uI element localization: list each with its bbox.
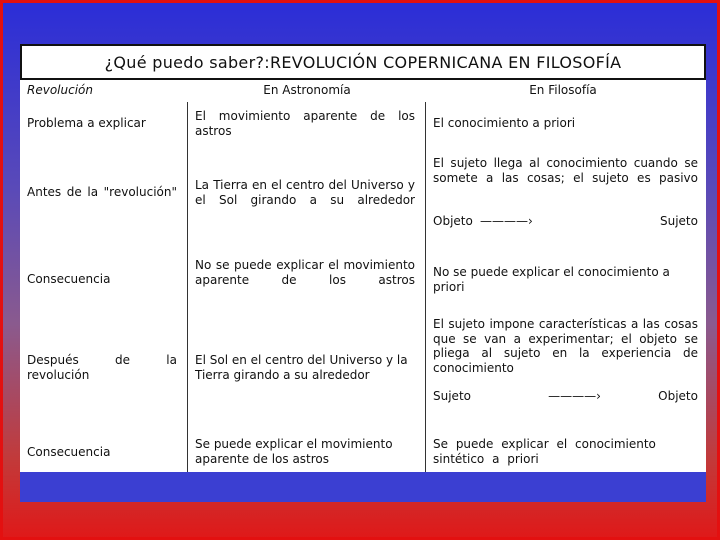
row2-arrow-from: Objeto [433, 214, 473, 228]
row2-arrow-symbol: ————› [480, 214, 533, 228]
row2-filosofia: El sujeto llega al conocimiento cuando se somete a las cosas; el sujeto es pasivo [433, 156, 698, 185]
row4-arrow-from: Sujeto [433, 389, 471, 403]
row1-filosofia: El conocimiento a priori [433, 116, 576, 130]
row3-astronomia: No se puede explicar el movimiento aparente de los astros [195, 258, 415, 287]
row1-astronomia: El movimiento aparente de los astros [195, 109, 415, 138]
header-revolucion: Revolución [27, 83, 93, 97]
row4-astronomia: El Sol en el centro del Universo y la Tierra girando a su alrededor [195, 353, 408, 382]
row2-arrow-line [433, 214, 698, 228]
slide-title: ¿Qué puedo saber?:REVOLUCIÓN COPERNICANA EN FILOSOFÍA [20, 44, 706, 80]
header-filosofia: En Filosofía [529, 83, 597, 97]
row5-label: Consecuencia [27, 445, 111, 459]
row4-label: Después de la revolución [27, 353, 177, 382]
row5-astronomia: Se puede explicar el movimiento aparente de los astros [195, 437, 393, 466]
row2-arrow-to: Sujeto [659, 214, 698, 228]
col-divider-1 [187, 102, 188, 472]
row4-arrow-to: Objeto [658, 389, 698, 403]
row1-label: Problema a explicar [27, 116, 146, 130]
row3-filosofia: No se puede explicar el conocimiento a priori [433, 265, 670, 294]
bottom-band [20, 472, 706, 502]
col-divider-2 [425, 102, 426, 472]
row3-label: Consecuencia [27, 272, 111, 286]
row4-arrow-line [433, 389, 698, 403]
row5-filosofia: Se puede explicar el conocimiento sintético a priori [433, 437, 656, 466]
row4-arrow-symbol: ————› [548, 389, 601, 403]
row4-filosofia: El sujeto impone características a las cosas que se van a experimentar; el objeto se pliega al sujeto en la experiencia de conocimiento [433, 317, 698, 375]
row2-astronomia: La Tierra en el centro del Universo y el Sol girando a su alrededor [195, 178, 415, 207]
header-astronomia: En Astronomía [263, 83, 351, 97]
row2-label: Antes de la "revolución" [27, 185, 177, 199]
